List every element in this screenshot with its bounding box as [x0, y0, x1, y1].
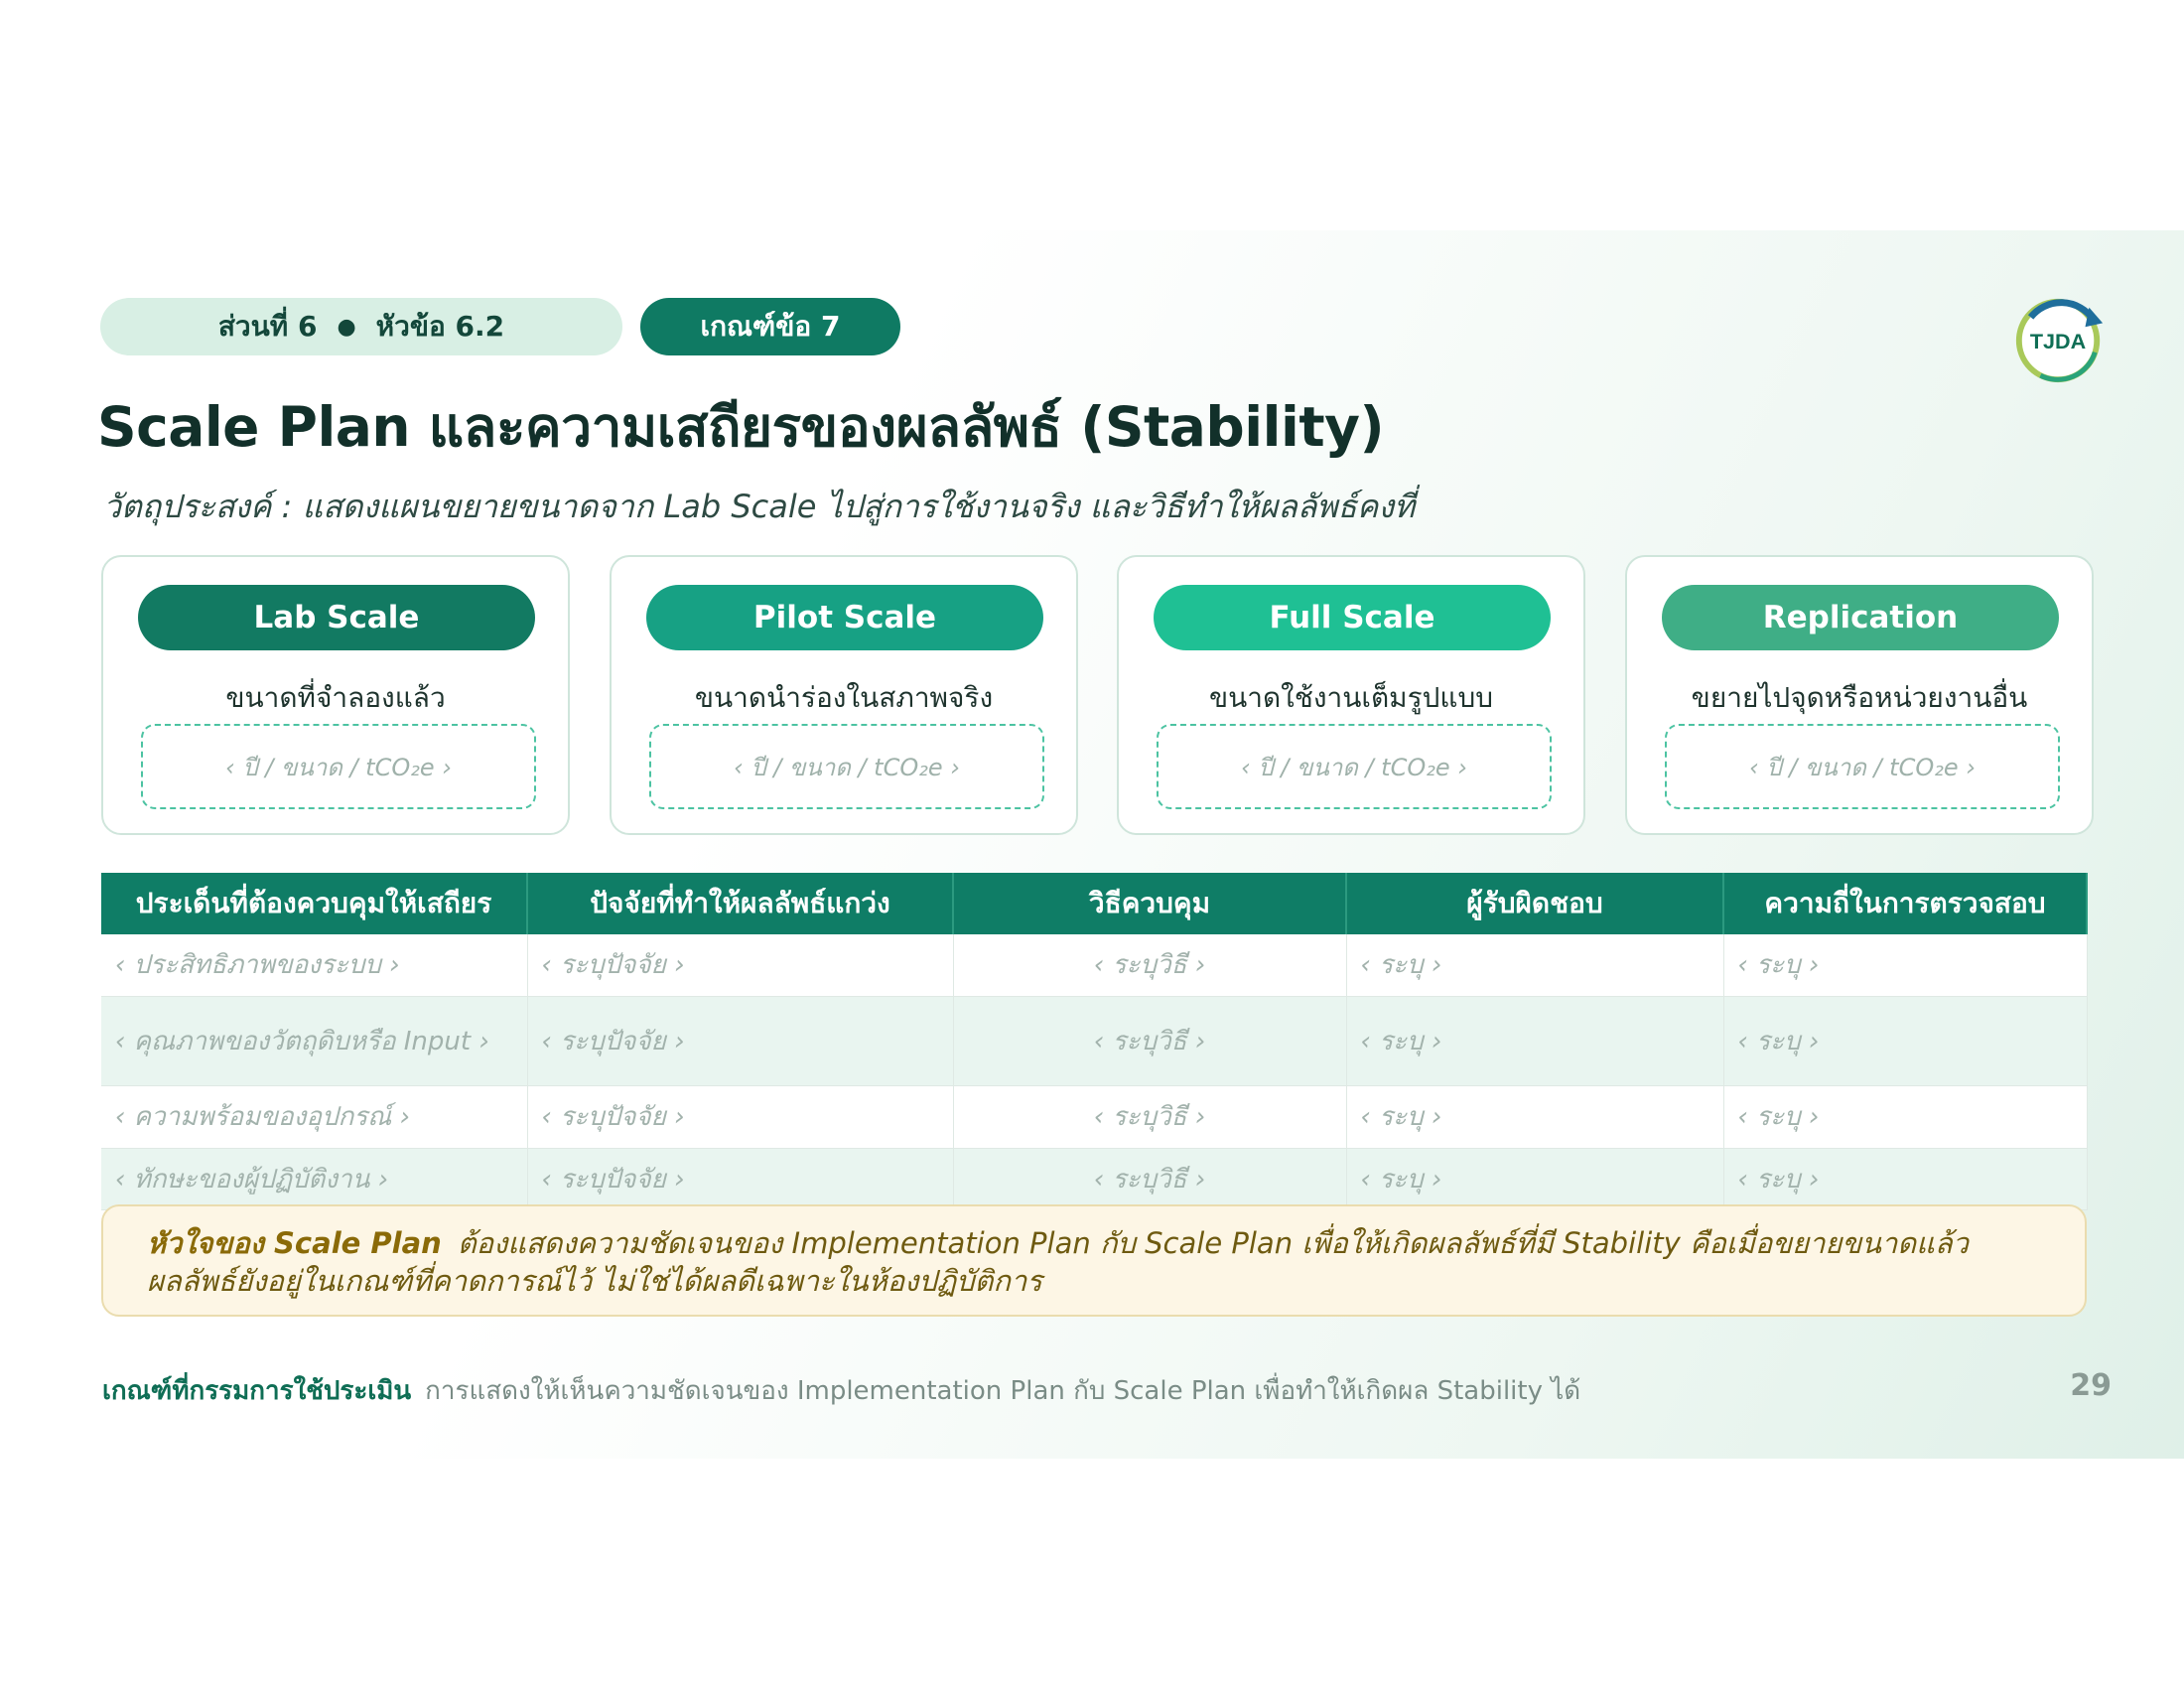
- table-cell[interactable]: ‹ ระบุวิธี ›: [953, 1149, 1346, 1210]
- table-row: [101, 997, 2087, 1086]
- stage-placeholder-box[interactable]: ‹ ปี / ขนาด / tCO₂e ›: [1665, 724, 2060, 809]
- stage-placeholder-box[interactable]: ‹ ปี / ขนาด / tCO₂e ›: [649, 724, 1044, 809]
- column-header: ผู้รับผิดชอบ: [1346, 873, 1723, 934]
- column-header: ความถี่ในการตรวจสอบ: [1723, 873, 2087, 934]
- table-cell[interactable]: ‹ ระบุ ›: [1346, 934, 1723, 997]
- topic-label: หัวข้อ 6.2: [375, 310, 505, 343]
- stage-card-lab: [101, 555, 570, 835]
- stage-description: ขยายไปจุดหรือหน่วยงานอื่น: [1691, 681, 2028, 714]
- stage-card-full: [1117, 555, 1585, 835]
- logo-text: TJDA: [2029, 328, 2087, 353]
- table-cell[interactable]: ‹ ระบุปัจจัย ›: [527, 1086, 953, 1149]
- table-cell[interactable]: ‹ ระบุวิธี ›: [953, 1086, 1346, 1149]
- key-note-box: [101, 1204, 2087, 1317]
- note-body: ต้องแสดงความชัดเจนของ Implementation Plan กับ Scale Plan เพื่อให้เกิดผลลัพธ์ที่มี Stability คือเมื่อขยายขนาดแล้วผลลัพธ์ยังอยู่ในเกณฑ์ที่คาดการณ์ไว้ ไม่ใช่ได้ผลดีเฉพาะในห้องปฏิบัติการ: [147, 1226, 1969, 1298]
- stage-badge: Lab Scale: [138, 585, 535, 650]
- note-heading: หัวใจของ Scale Plan: [147, 1226, 442, 1260]
- table-cell[interactable]: ‹ ระบุ ›: [1346, 1149, 1723, 1210]
- column-header: ปัจจัยที่ทำให้ผลลัพธ์แกว่ง: [527, 873, 953, 934]
- table-row: [101, 1149, 2087, 1210]
- section-pill: [100, 298, 622, 355]
- table-cell[interactable]: ‹ ระบุปัจจัย ›: [527, 1149, 953, 1210]
- table-cell[interactable]: ‹ ระบุ ›: [1346, 1086, 1723, 1149]
- page-number: 29: [2070, 1368, 2112, 1403]
- stage-card-replication: [1625, 555, 2094, 835]
- footer: [102, 1370, 1580, 1411]
- table-header-row: [101, 873, 2087, 934]
- stage-description: ขนาดนำร่องในสภาพจริง: [694, 681, 994, 714]
- stage-card-pilot: [610, 555, 1078, 835]
- table-cell[interactable]: ‹ ระบุ ›: [1723, 1086, 2087, 1149]
- stage-description: ขนาดใช้งานเต็มรูปแบบ: [1208, 681, 1493, 714]
- page-title: Scale Plan และความเสถียรของผลลัพธ์ (Stability): [97, 395, 1385, 459]
- stage-description: ขนาดที่จำลองแล้ว: [225, 681, 446, 714]
- stage-badge: Pilot Scale: [646, 585, 1043, 650]
- table-cell[interactable]: ‹ ระบุ ›: [1723, 934, 2087, 997]
- page-subtitle: วัตถุประสงค์ : แสดงแผนขยายขนาดจาก Lab Scale ไปสู่การใช้งานจริง และวิธีทำให้ผลลัพธ์คงที่: [103, 488, 1416, 525]
- table-cell[interactable]: ‹ คุณภาพของวัตถุดิบหรือ Input ›: [101, 997, 527, 1086]
- table-cell[interactable]: ‹ ระบุ ›: [1346, 997, 1723, 1086]
- bullet-separator: ●: [337, 314, 356, 340]
- stage-placeholder-box[interactable]: ‹ ปี / ขนาด / tCO₂e ›: [141, 724, 536, 809]
- section-label: ส่วนที่ 6: [217, 310, 318, 343]
- table-row: [101, 1086, 2087, 1149]
- table-cell[interactable]: ‹ ระบุวิธี ›: [953, 997, 1346, 1086]
- table-cell[interactable]: ‹ ความพร้อมของอุปกรณ์ ›: [101, 1086, 527, 1149]
- stage-badge: Replication: [1662, 585, 2059, 650]
- stage-badge: Full Scale: [1154, 585, 1551, 650]
- column-header: ประเด็นที่ต้องควบคุมให้เสถียร: [101, 873, 527, 934]
- tjda-logo-icon: [2011, 290, 2109, 387]
- column-header: วิธีควบคุม: [953, 873, 1346, 934]
- stability-control-table: [101, 873, 2088, 1210]
- table-cell[interactable]: ‹ ระบุปัจจัย ›: [527, 934, 953, 997]
- table-cell[interactable]: ‹ ระบุ ›: [1723, 997, 2087, 1086]
- footer-text: การแสดงให้เห็นความชัดเจนของ Implementation Plan กับ Scale Plan เพื่อทำให้เกิดผล Stability ได้: [425, 1376, 1581, 1406]
- table-cell[interactable]: ‹ ระบุวิธี ›: [953, 934, 1346, 997]
- table-cell[interactable]: ‹ ประสิทธิภาพของระบบ ›: [101, 934, 527, 997]
- table-cell[interactable]: ‹ ระบุปัจจัย ›: [527, 997, 953, 1086]
- slide: [0, 230, 2184, 1459]
- stage-placeholder-box[interactable]: ‹ ปี / ขนาด / tCO₂e ›: [1157, 724, 1552, 809]
- table-cell[interactable]: ‹ ระบุ ›: [1723, 1149, 2087, 1210]
- table-cell[interactable]: ‹ ทักษะของผู้ปฏิบัติงาน ›: [101, 1149, 527, 1210]
- table-row: [101, 934, 2087, 997]
- criteria-pill: เกณฑ์ข้อ 7: [640, 298, 900, 355]
- footer-label: เกณฑ์ที่กรรมการใช้ประเมิน: [102, 1376, 412, 1406]
